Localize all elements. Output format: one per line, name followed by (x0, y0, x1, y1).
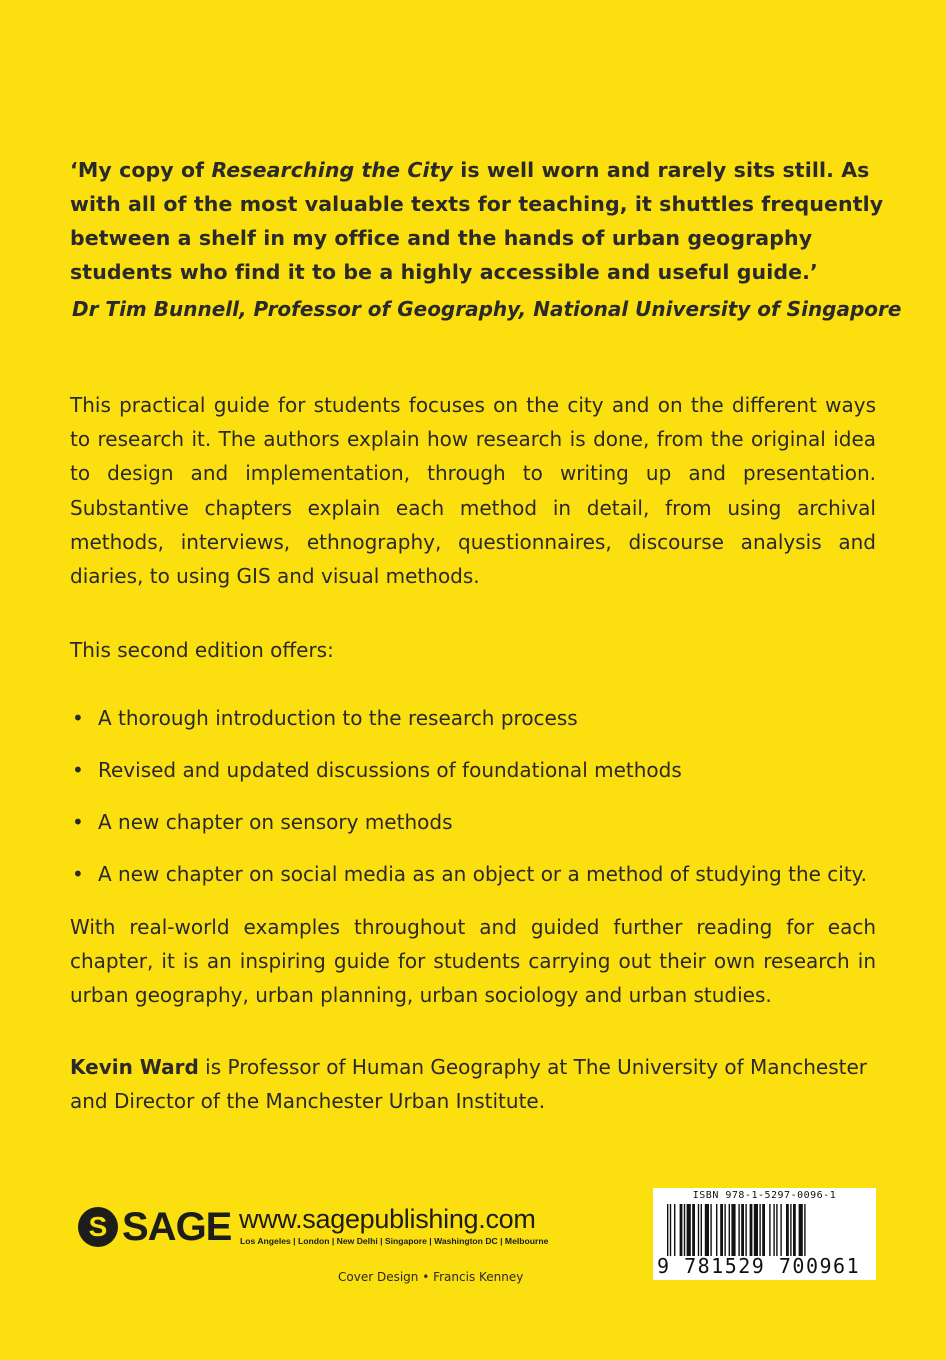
list-item-text: A new chapter on sensory methods (98, 810, 453, 834)
offers-list (70, 701, 890, 909)
examples-paragraph: With real-world examples throughout and guided further reading for each chapter, it is an inspiring guide for students carrying out their own research in urban geography, urban planning, urban sociology and urban studies. (70, 915, 876, 1008)
barcode-bar (692, 1204, 695, 1256)
barcode-bar (804, 1204, 805, 1256)
barcode-bar (790, 1204, 791, 1256)
barcode-bar (701, 1204, 702, 1256)
endorsement-quote (70, 153, 890, 289)
list-item (70, 701, 890, 735)
author-bio (70, 1050, 876, 1118)
list-item (70, 753, 890, 787)
list-item (70, 857, 890, 891)
author-name: Kevin Ward (70, 1055, 199, 1079)
barcode-bar (705, 1204, 709, 1256)
sage-wordmark: SAGE (122, 1204, 232, 1249)
bullet-icon: • (72, 862, 84, 886)
barcode-bar (786, 1204, 789, 1256)
sage-mark-icon: S (78, 1207, 118, 1247)
book-description: This practical guide for students focuses on the city and on the different ways to research it. The authors explain how research is done, from the original idea to design and implementation, through to writing up and presentation. Substantive chapters explain each method in detail, from using archival methods, interviews, ethnography, questionnaires, discourse analysis and diaries, to using GIS and visual methods. (70, 393, 876, 589)
quote-rest: is well worn and rarely sits still. As with all of the most valuable texts for teaching, it shuttles frequently between a shelf in my office and the hands of urban geography students who find it to be a highly accessible and useful guide.’ (70, 158, 884, 284)
cover-design-credit: Cover Design • Francis Kenney (338, 1270, 524, 1284)
barcode-bar (799, 1204, 803, 1256)
bullet-icon: • (72, 706, 84, 730)
barcode-bar (780, 1204, 781, 1256)
barcode-bar (724, 1204, 725, 1256)
publisher-cities: Los Angeles | London | New Delhi | Singapore | Washington DC | Melbourne (240, 1236, 549, 1246)
isbn-digits: 9 781529 700961 (657, 1254, 861, 1278)
bullet-icon: • (72, 810, 84, 834)
barcode-bar (754, 1204, 758, 1256)
isbn-barcode (653, 1188, 876, 1280)
bullet-icon: • (72, 758, 84, 782)
list-item-text: Revised and updated discussions of foundational methods (98, 758, 682, 782)
barcode-bar (670, 1204, 671, 1256)
barcode-bar (698, 1204, 699, 1256)
barcode-bar (684, 1204, 685, 1256)
barcode-bar (731, 1204, 735, 1256)
barcode-bar (667, 1204, 668, 1256)
barcode-bars-icon (667, 1204, 863, 1256)
barcode-bar (738, 1204, 739, 1256)
isbn-label: ISBN 978-1-5297-0096-1 (692, 1190, 837, 1201)
author-bio-text: is Professor of Human Geography at The University of Manchester and Director of the Manchester Urban Institute. (70, 1055, 867, 1114)
barcode-bar (680, 1204, 683, 1256)
barcode-bar (759, 1204, 760, 1256)
list-item-text: A thorough introduction to the research process (98, 706, 578, 730)
publisher-url: www.sagepublishing.com (239, 1204, 536, 1234)
quote-book-title: Researching the City (211, 158, 454, 182)
barcode-bar (687, 1204, 691, 1256)
offers-intro: This second edition offers: (70, 638, 334, 662)
barcode-bar (741, 1204, 744, 1256)
quote-open: ‘My copy of (70, 158, 212, 182)
barcode-bar (729, 1204, 730, 1256)
barcode-bar (793, 1204, 796, 1256)
list-item (70, 805, 890, 839)
barcode-bar (745, 1204, 746, 1256)
barcode-bar (720, 1204, 723, 1256)
sage-logo (78, 1205, 231, 1249)
barcode-bar (750, 1204, 753, 1256)
barcode-bar (776, 1204, 777, 1256)
barcode-bar (773, 1204, 774, 1256)
barcode-bar (716, 1204, 717, 1256)
barcode-bar (674, 1204, 675, 1256)
list-item-text: A new chapter on social media as an object or a method of studying the city. (98, 862, 868, 886)
barcode-bar (769, 1204, 770, 1256)
quote-attribution: Dr Tim Bunnell, Professor of Geography, National University of Singapore (72, 297, 902, 321)
barcode-bar (762, 1204, 765, 1256)
barcode-bar (710, 1204, 711, 1256)
